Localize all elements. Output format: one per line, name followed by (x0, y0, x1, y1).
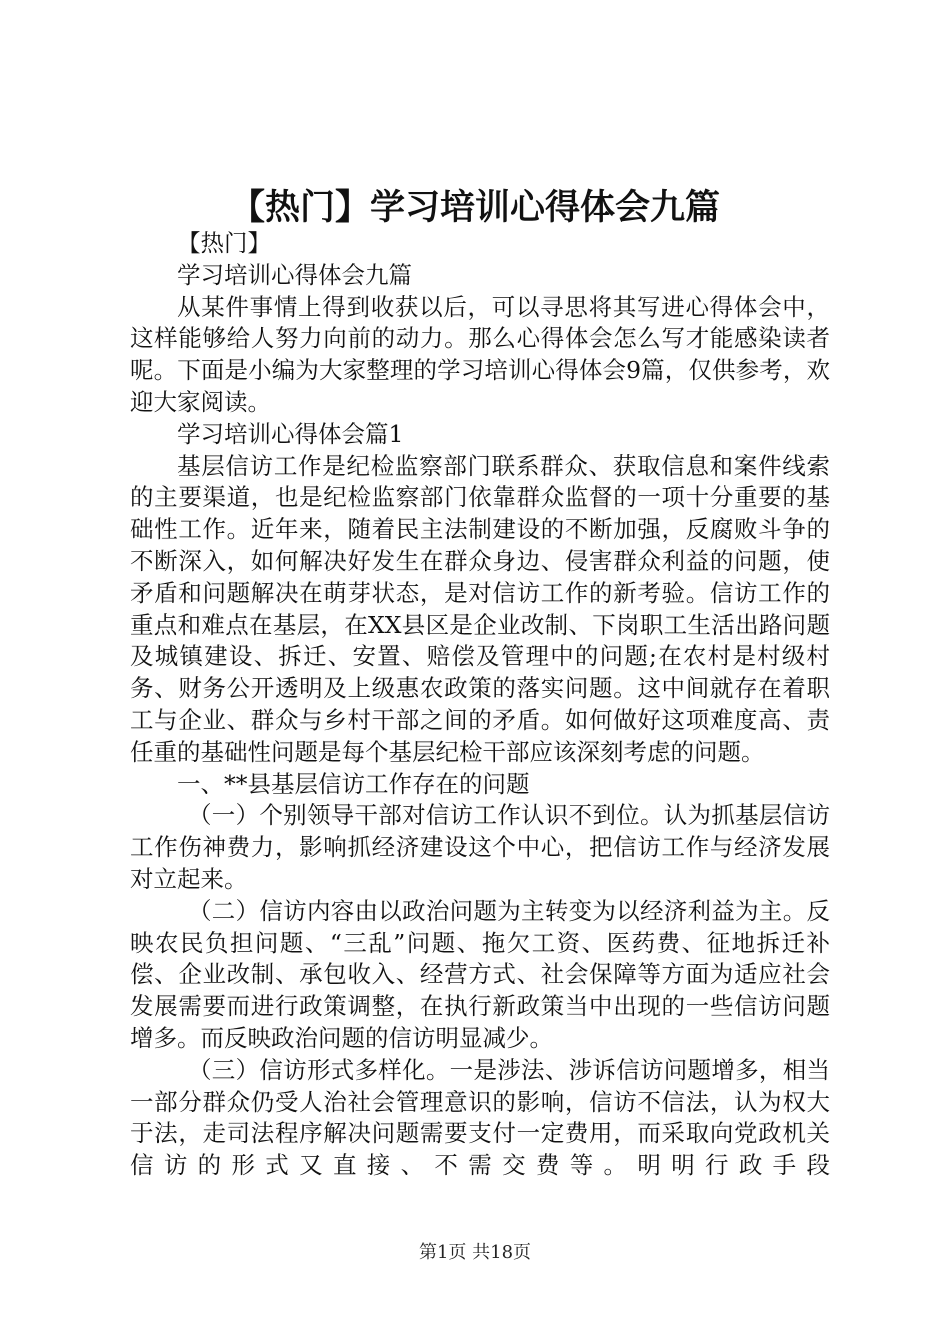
paragraph-item-2: （二）信访内容由以政治问题为主转变为以经济利益为主。反映农民负担问题、“三乱”问题、拖欠工资、医药费、征地拆迁补偿、企业改制、承包收入、经营方式、社会保障等方面为适应社会发展需要而进行政策调整，在执行新政策当中出现的一些信访问题增多。而反映政治问题的信访明显减少。 (130, 896, 830, 1052)
document-title: 【热门】学习培训心得体会九篇 (229, 187, 720, 228)
paragraph-item-3: （三）信访形式多样化。一是涉法、涉诉信访问题增多，相当一部分群众仍受人治社会管理意识的影响，信访不信法，认为权大于法，走司法程序解决问题需要支付一定费用，而采取向党政机关信访的形式又直接、不需交费等。明明行政手段 (130, 1055, 830, 1180)
paragraph-problem-heading: 一、**县基层信访工作存在的问题 (177, 769, 530, 798)
paragraph-section-heading: 学习培训心得体会篇1 (177, 419, 404, 448)
paragraph-body: 基层信访工作是纪检监察部门联系群众、获取信息和案件线索的主要渠道，也是纪检监察部门依靠群众监督的一项十分重要的基础性工作。近年来，随着民主法制建设的不断加强，反腐败斗争的不断深入，如何解决好发生在群众身边、侵害群众利益的问题，使矛盾和问题解决在萌芽状态，是对信访工作的新考验。信访工作的重点和难点在基层，在XX县区是企业改制、下岗职工生活出路问题及城镇建设、拆迁、安置、赔偿及管理中的问题;在农村是村级村务、财务公开透明及上级惠农政策的落实问题。这中间就存在着职工与企业、群众与乡村干部之间的矛盾。如何做好这项难度高、责任重的基础性问题是每个基层纪检干部应该深刻考虑的问题。 (130, 451, 830, 766)
paragraph-subtitle: 学习培训心得体会九篇 (177, 260, 412, 289)
paragraph-item-1: （一）个别领导干部对信访工作认识不到位。认为抓基层信访工作伤神费力，影响抓经济建设这个中心，把信访工作与经济发展对立起来。 (130, 801, 830, 893)
paragraph-intro: 从某件事情上得到收获以后，可以寻思将其写进心得体会中，这样能够给人努力向前的动力。那么心得体会怎么写才能感染读者呢。下面是小编为大家整理的学习培训心得体会9篇，仅供参考，欢迎大家阅读。 (130, 292, 830, 416)
document-body (130, 228, 830, 1182)
page-number-footer: 第1页 共18页 (418, 1242, 532, 1263)
paragraph-tag: 【热门】 (177, 229, 271, 257)
